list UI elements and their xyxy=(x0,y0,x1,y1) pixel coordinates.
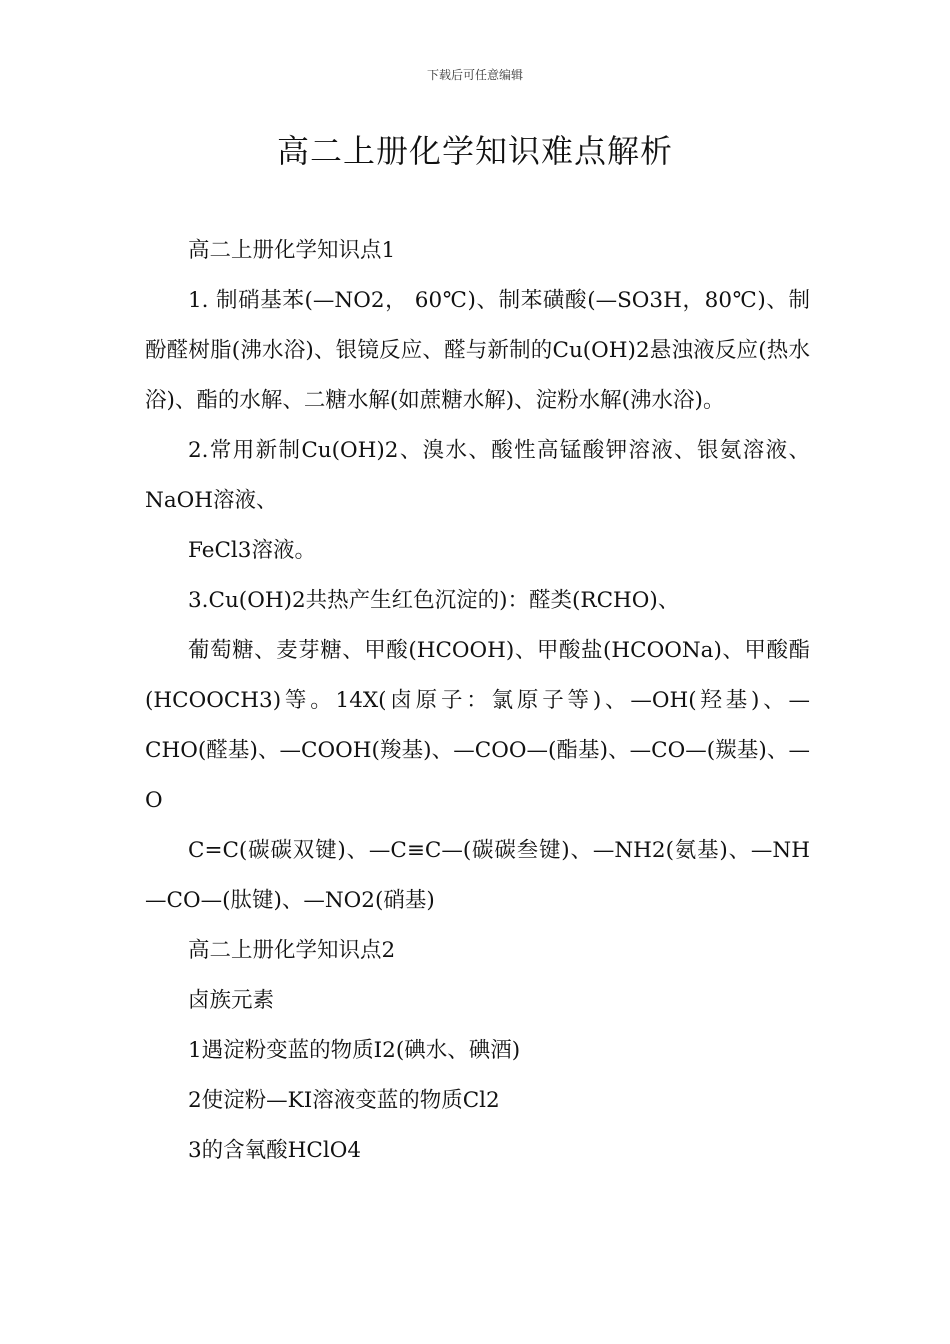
paragraph-2: 2.常用新制Cu(OH)2、溴水、酸性高锰酸钾溶液、银氨溶液、NaOH溶液、 xyxy=(145,438,810,513)
subsection-heading: 卤族元素 xyxy=(188,988,275,1013)
paragraph-4: 3.Cu(OH)2共热产生红色沉淀的)：醛类(RCHO)、 xyxy=(188,588,680,613)
list-item-2: 2使淀粉—KI溶液变蓝的物质Cl2 xyxy=(188,1088,500,1113)
paragraph-6: C=C(碳碳双键)、—C≡C—(碳碳叁键)、—NH2(氨基)、—NH—CO—(肽键)、—NO2(硝基) xyxy=(145,838,810,913)
list-item-3: 3的含氧酸HClO4 xyxy=(188,1138,362,1163)
document-title: 高二上册化学知识难点解析 xyxy=(276,132,673,170)
section-heading-1: 高二上册化学知识点1 xyxy=(188,238,396,263)
document-body xyxy=(145,226,810,1176)
header-note: 下载后可任意编辑 xyxy=(426,68,523,82)
list-item-1: 1遇淀粉变蓝的物质I2(碘水、碘酒) xyxy=(188,1038,521,1063)
paragraph-3: FeCl3溶液。 xyxy=(188,538,316,563)
section-heading-2: 高二上册化学知识点2 xyxy=(188,938,396,963)
paragraph-5: 葡萄糖、麦芽糖、甲酸(HCOOH)、甲酸盐(HCOONa)、甲酸酯(HCOOCH3)等。14X(卤原子：氯原子等)、—OH(羟基)、—CHO(醛基)、—COOH(羧基)、—COO—(酯基)、—CO—(羰基)、—O xyxy=(145,638,810,813)
paragraph-1: 1. 制硝基苯(—NO2， 60℃)、制苯磺酸(—SO3H，80℃)、制酚醛树脂(沸水浴)、银镜反应、醛与新制的Cu(OH)2悬浊液反应(热水浴)、酯的水解、二糖水解(如蔗糖水解)、淀粉水解(沸水浴)。 xyxy=(145,288,810,413)
